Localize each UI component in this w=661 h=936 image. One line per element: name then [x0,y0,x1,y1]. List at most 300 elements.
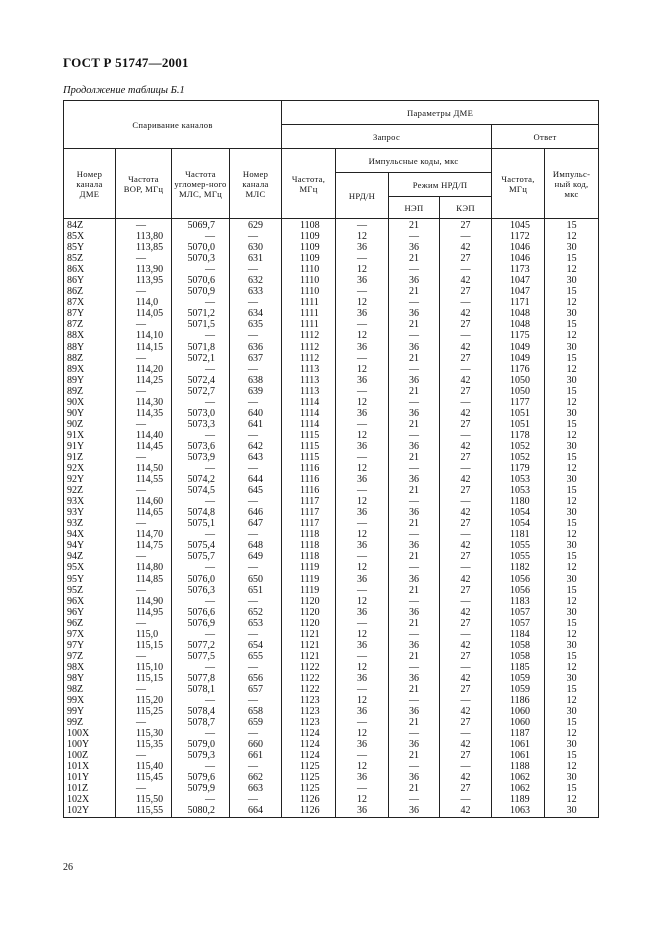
table-cell: 21 [389,485,440,496]
table-cell: 5071,2 [172,308,230,319]
table-cell: 1183 [492,596,545,607]
table-cell: — [116,319,172,330]
table-row [64,430,599,441]
table-cell: — [230,397,282,408]
table-cell: 89X [64,364,116,375]
table-cell: 5071,5 [172,319,230,330]
table-cell: 102X [64,794,116,805]
header-request: Запрос [282,125,492,149]
table-cell: 5075,4 [172,540,230,551]
header-request-frequency: Частота, МГц [282,149,336,219]
table-cell: 643 [230,452,282,463]
table-row [64,242,599,253]
table-cell: 632 [230,275,282,286]
table-cell: 12 [336,430,389,441]
table-row [64,219,599,232]
table-cell: 30 [545,474,599,485]
table-cell: 1114 [282,408,336,419]
table-cell: 1059 [492,673,545,684]
table-cell: 96Z [64,618,116,629]
table-cell: 12 [336,794,389,805]
table-cell: 1186 [492,695,545,706]
table-cell: — [440,264,492,275]
table-cell: 101X [64,761,116,772]
table-row [64,772,599,783]
table-cell: 84Z [64,219,116,232]
table-cell: 100X [64,728,116,739]
table-cell: 36 [336,507,389,518]
table-cell: 1050 [492,375,545,386]
table-cell: 5070,3 [172,253,230,264]
table-cell: — [440,430,492,441]
table-cell: 1114 [282,419,336,430]
table-cell: 114,0 [116,297,172,308]
table-cell: 27 [440,551,492,562]
table-row [64,673,599,684]
table-cell: 1051 [492,408,545,419]
table-cell: 15 [545,651,599,662]
table-cell: 21 [389,684,440,695]
table-cell: — [440,761,492,772]
table-cell: 36 [336,706,389,717]
table-row [64,551,599,562]
table-cell: 21 [389,319,440,330]
table-cell: — [389,430,440,441]
table-cell: — [336,651,389,662]
table-cell: 1122 [282,662,336,673]
table-cell: 96Y [64,607,116,618]
header-angle-frequency: Частота угломер-ного МЛС, МГц [172,149,230,219]
table-cell: 21 [389,551,440,562]
table-cell: 1046 [492,253,545,264]
table-cell: — [172,297,230,308]
table-cell: — [389,397,440,408]
table-cell: 42 [440,772,492,783]
table-cell: 114,75 [116,540,172,551]
table-cell: — [172,562,230,573]
table-cell: 15 [545,286,599,297]
table-cell: — [389,662,440,673]
table-cell: 1126 [282,794,336,805]
table-cell: 639 [230,386,282,397]
table-cell: 1112 [282,330,336,341]
table-cell: 114,85 [116,574,172,585]
table-cell: 115,20 [116,695,172,706]
table-cell: 5075,7 [172,551,230,562]
table-cell: 5077,8 [172,673,230,684]
table-cell: 1177 [492,397,545,408]
table-cell: — [389,596,440,607]
table-cell: 1054 [492,518,545,529]
table-cell: 99Z [64,717,116,728]
table-cell: 12 [545,330,599,341]
table-cell: — [389,463,440,474]
table-cell: 1053 [492,474,545,485]
table-cell: 114,55 [116,474,172,485]
table-cell: 1051 [492,419,545,430]
table-cell: — [389,330,440,341]
table-row [64,253,599,264]
table-cell: 1179 [492,463,545,474]
table-cell: 36 [389,805,440,817]
table-cell: 1121 [282,651,336,662]
table-cell: 647 [230,518,282,529]
table-cell: — [172,364,230,375]
table-cell: 21 [389,651,440,662]
header-reply-frequency: Частота, МГц [492,149,545,219]
table-cell: 1112 [282,353,336,364]
table-cell: 649 [230,551,282,562]
table-cell: 1121 [282,629,336,640]
table-cell: 15 [545,585,599,596]
table-cell: 114,35 [116,408,172,419]
table-cell: 12 [545,596,599,607]
table-cell: 12 [336,364,389,375]
table-cell: 1188 [492,761,545,772]
table-cell: 12 [336,330,389,341]
table-cell: 657 [230,684,282,695]
table-cell: 5077,2 [172,640,230,651]
table-cell: 1111 [282,308,336,319]
table-cell: 42 [440,540,492,551]
table-cell: 15 [545,419,599,430]
table-cell: 5072,1 [172,353,230,364]
table-cell: — [116,551,172,562]
table-cell: — [440,364,492,375]
table-cell: 90Y [64,408,116,419]
table-cell: 36 [336,607,389,618]
table-row [64,695,599,706]
table-cell: 27 [440,319,492,330]
table-cell: 36 [336,408,389,419]
table-cell: 1116 [282,463,336,474]
table-cell: 36 [389,474,440,485]
table-cell: — [230,662,282,673]
table-cell: 1062 [492,783,545,794]
table-cell: 100Y [64,739,116,750]
table-cell: 92Y [64,474,116,485]
table-cell: 5069,7 [172,219,230,232]
table-cell: 30 [545,507,599,518]
table-body [64,219,599,818]
table-cell: — [336,551,389,562]
table-cell: 36 [336,772,389,783]
table-cell: 15 [545,518,599,529]
table-cell: — [389,629,440,640]
table-cell: 1126 [282,805,336,817]
table-cell: 12 [545,231,599,242]
table-cell: 1114 [282,397,336,408]
table-cell: — [172,264,230,275]
table-cell: 15 [545,717,599,728]
table-row [64,717,599,728]
table-cell: 30 [545,706,599,717]
table-cell: 36 [336,375,389,386]
table-cell: 36 [336,441,389,452]
table-cell: 1116 [282,474,336,485]
table-cell: — [230,297,282,308]
table-cell: 12 [336,662,389,673]
table-cell: — [172,397,230,408]
table-row [64,574,599,585]
table-row [64,286,599,297]
header-mode-nrd-p: Режим НРД/П [389,173,492,197]
table-cell: — [230,496,282,507]
table-cell: 36 [389,375,440,386]
table-row [64,728,599,739]
table-cell: — [389,794,440,805]
table-cell: 30 [545,275,599,286]
table-cell: 36 [336,574,389,585]
table-cell: — [172,330,230,341]
table-cell: 1052 [492,441,545,452]
table-cell: 36 [389,607,440,618]
table-cell: 42 [440,574,492,585]
table-cell: 650 [230,574,282,585]
table-cell: 1057 [492,607,545,618]
table-cell: 1113 [282,375,336,386]
table-cell: 30 [545,574,599,585]
table-cell: 1050 [492,386,545,397]
table-cell: 5077,5 [172,651,230,662]
table-cell: 115,35 [116,739,172,750]
table-cell: 30 [545,540,599,551]
table-cell: — [116,750,172,761]
table-cell: — [116,419,172,430]
table-cell: — [230,264,282,275]
table-cell: 86Y [64,275,116,286]
table-cell: 1172 [492,231,545,242]
table-cell: 36 [389,408,440,419]
table-cell: 663 [230,783,282,794]
table-cell: 5079,3 [172,750,230,761]
table-cell: 12 [336,463,389,474]
table-cell: 27 [440,684,492,695]
table-cell: — [172,794,230,805]
page-number: 26 [63,862,73,873]
table-cell: 5079,0 [172,739,230,750]
table-cell: 42 [440,474,492,485]
table-cell: — [116,684,172,695]
table-cell: — [172,496,230,507]
table-cell: 42 [440,342,492,353]
table-cell: 653 [230,618,282,629]
table-cell: 42 [440,640,492,651]
table-row [64,684,599,695]
table-row [64,651,599,662]
table-cell: 36 [336,739,389,750]
table-cell: 1184 [492,629,545,640]
table-cell: 30 [545,739,599,750]
table-cell: 1059 [492,684,545,695]
table-cell: 638 [230,375,282,386]
table-cell: — [389,529,440,540]
table-cell: — [389,264,440,275]
table-cell: 1115 [282,430,336,441]
table-cell: 1048 [492,319,545,330]
table-cell: 12 [545,562,599,573]
table-row [64,706,599,717]
table-cell: 115,45 [116,772,172,783]
table-cell: 1124 [282,728,336,739]
table-cell: 27 [440,419,492,430]
table-cell: 42 [440,308,492,319]
table-row [64,607,599,618]
header-vor-frequency: Частота ВОР, МГц [116,149,172,219]
table-cell: 1118 [282,529,336,540]
table-cell: — [230,761,282,772]
table-row [64,783,599,794]
table-cell: 42 [440,607,492,618]
table-cell: — [230,629,282,640]
table-cell: 86X [64,264,116,275]
table-cell: 5073,9 [172,452,230,463]
table-continuation-caption: Продолжение таблицы Б.1 [63,85,185,96]
table-cell: — [336,585,389,596]
table-cell: 86Z [64,286,116,297]
table-cell: 114,95 [116,607,172,618]
table-cell: 27 [440,717,492,728]
table-cell: 633 [230,286,282,297]
table-row [64,640,599,651]
table-cell: 1110 [282,275,336,286]
table-cell: 27 [440,618,492,629]
table-cell: — [336,717,389,728]
table-cell: 15 [545,783,599,794]
table-cell: — [336,419,389,430]
table-cell: 36 [389,308,440,319]
table-cell: 12 [545,430,599,441]
table-cell: 645 [230,485,282,496]
table-row [64,264,599,275]
table-cell: 21 [389,253,440,264]
table-cell: 1058 [492,640,545,651]
table-cell: 12 [336,264,389,275]
table-cell: — [230,231,282,242]
table-cell: 36 [389,275,440,286]
table-cell: — [172,231,230,242]
table-cell: 1047 [492,275,545,286]
table-cell: 5078,1 [172,684,230,695]
table-row [64,408,599,419]
table-cell: 1120 [282,607,336,618]
table-cell: — [389,231,440,242]
table-row [64,397,599,408]
table-cell: 1173 [492,264,545,275]
table-row [64,441,599,452]
table-cell: 30 [545,375,599,386]
table-row [64,386,599,397]
table-cell: — [389,695,440,706]
table-cell: — [440,794,492,805]
table-cell: 115,40 [116,761,172,772]
table-cell: 93Y [64,507,116,518]
table-cell: — [336,353,389,364]
table-cell: 36 [389,673,440,684]
table-cell: 97X [64,629,116,640]
table-cell: — [116,219,172,232]
table-cell: 94X [64,529,116,540]
table-cell: 90Z [64,419,116,430]
table-cell: — [440,397,492,408]
table-cell: 21 [389,353,440,364]
table-cell: 36 [336,242,389,253]
table-cell: — [440,529,492,540]
table-cell: 36 [389,242,440,253]
table-cell: — [116,253,172,264]
table-cell: 114,50 [116,463,172,474]
table-cell: 101Y [64,772,116,783]
table-cell: 30 [545,640,599,651]
table-cell: 1110 [282,286,336,297]
table-cell: 5074,2 [172,474,230,485]
table-cell: 5076,0 [172,574,230,585]
table-cell: 5073,3 [172,419,230,430]
table-cell: 27 [440,219,492,232]
table-cell: 15 [545,551,599,562]
table-cell: 1182 [492,562,545,573]
table-cell: 655 [230,651,282,662]
table-row [64,518,599,529]
header-pulse-codes: Импульсные коды, мкс [336,149,492,173]
table-row [64,463,599,474]
header-channel-number: Номер канала ДМЕ [64,149,116,219]
table-row [64,474,599,485]
table-cell: 12 [336,596,389,607]
table-cell: 1117 [282,518,336,529]
table-cell: — [230,529,282,540]
table-cell: 36 [389,739,440,750]
table-cell: 87X [64,297,116,308]
table-cell: 27 [440,485,492,496]
table-cell: 12 [545,662,599,673]
table-cell: — [116,618,172,629]
table-cell: 88X [64,330,116,341]
table-cell: — [336,219,389,232]
table-cell: 634 [230,308,282,319]
table-cell: 1115 [282,441,336,452]
table-cell: 1055 [492,551,545,562]
table-cell: 629 [230,219,282,232]
table-cell: 30 [545,242,599,253]
table-cell: 1119 [282,585,336,596]
table-cell: 36 [336,673,389,684]
table-cell: 5075,1 [172,518,230,529]
table-cell: 631 [230,253,282,264]
table-row [64,308,599,319]
header-dme-params: Параметры ДМЕ [282,101,599,125]
table-cell: 21 [389,750,440,761]
table-cell: 94Z [64,551,116,562]
table-cell: 648 [230,540,282,551]
table-cell: 27 [440,452,492,463]
table-cell: 5073,6 [172,441,230,452]
table-cell: 1057 [492,618,545,629]
table-cell: 5070,6 [172,275,230,286]
table-cell: 1108 [282,219,336,232]
table-cell: 114,05 [116,308,172,319]
table-cell: 114,70 [116,529,172,540]
table-cell: 27 [440,353,492,364]
table-cell: 115,15 [116,640,172,651]
table-row [64,618,599,629]
table-cell: 664 [230,805,282,817]
table-cell: 5079,9 [172,783,230,794]
table-row [64,794,599,805]
table-cell: 115,30 [116,728,172,739]
table-cell: 5074,8 [172,507,230,518]
table-cell: — [116,717,172,728]
